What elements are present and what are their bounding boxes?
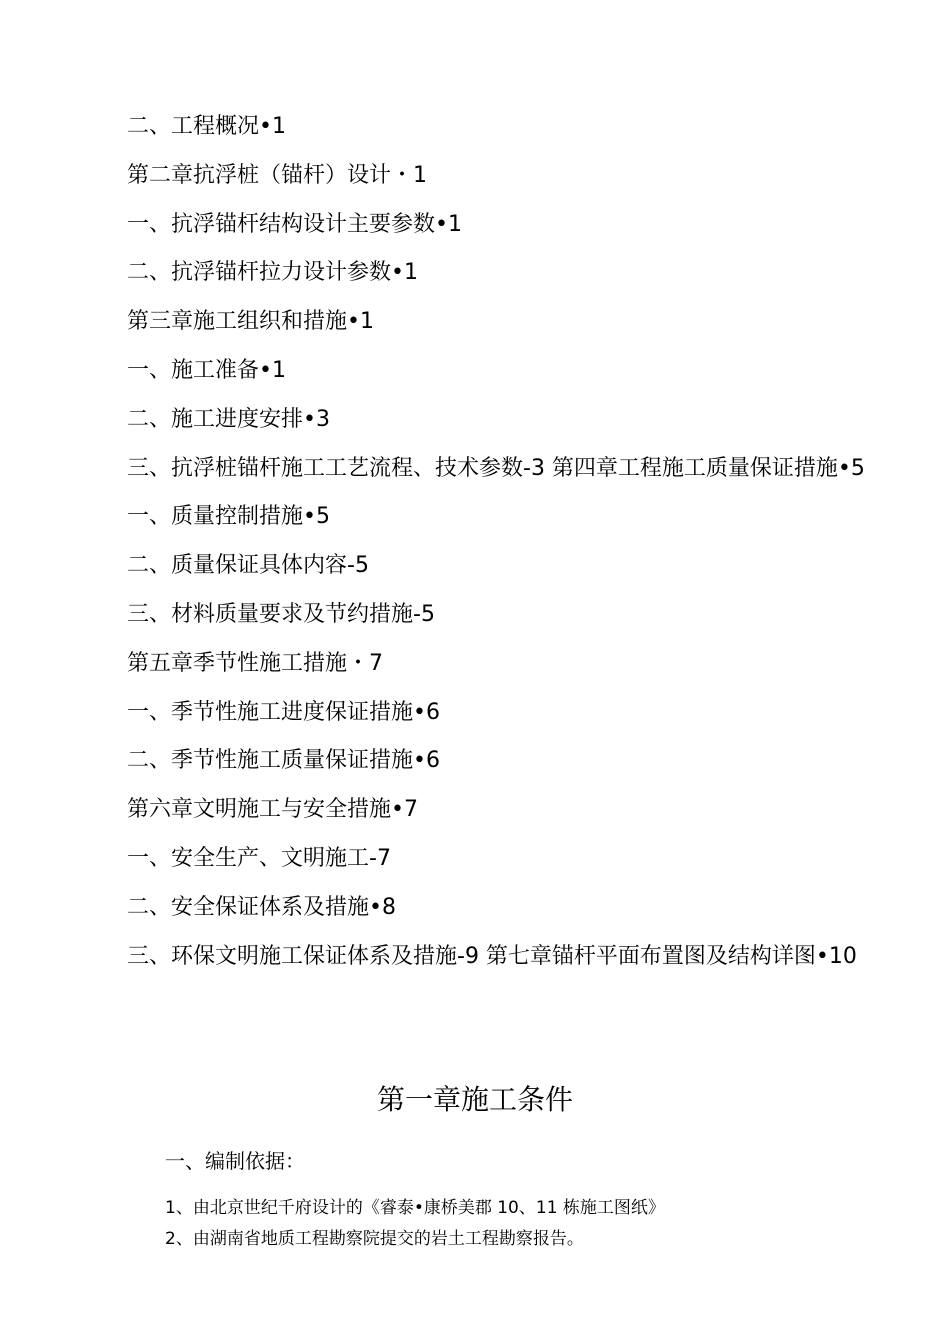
toc-entry: 一、质量控制措施•5 (127, 504, 330, 530)
toc-entry: 第三章施工组织和措施•1 (127, 309, 374, 335)
toc-entry: 第五章季节性施工措施・7 (127, 650, 383, 676)
toc-entry: 三、抗浮桩锚杆施工工艺流程、技术参数-3 第四章工程施工质量保证措施•5 (127, 455, 865, 481)
toc-entry: 三、环保文明施工保证体系及措施-9 第七章锚杆平面布置图及结构详图•10 (127, 943, 857, 969)
toc-entry: 三、材料质量要求及节约措施-5 (127, 601, 435, 627)
toc-entry: 一、安全生产、文明施工-7 (127, 845, 391, 871)
toc-entry: 第二章抗浮桩（锚杆）设计・1 (127, 162, 427, 188)
toc-entry: 二、安全保证体系及措施•8 (127, 894, 396, 920)
toc-entry: 二、季节性施工质量保证措施•6 (127, 748, 440, 774)
basis-item: 1、由北京世纪千府设计的《睿泰•康桥美郡 10、11 栋施工图纸》 (165, 1198, 665, 1218)
chapter-title: 第一章施工条件 (376, 1083, 573, 1116)
table-of-contents (127, 103, 867, 981)
toc-entry: 二、抗浮锚杆拉力设计参数•1 (127, 260, 418, 286)
toc-entry: 一、季节性施工进度保证措施•6 (127, 699, 440, 725)
toc-entry: 二、工程概况•1 (127, 114, 286, 139)
toc-entry: 一、抗浮锚杆结构设计主要参数•1 (127, 211, 462, 237)
section-heading: 一、编制依据： (165, 1149, 305, 1173)
basis-item: 2、由湖南省地质工程勘察院提交的岩土工程勘察报告。 (165, 1229, 584, 1249)
toc-entry: 一、施工准备•1 (127, 357, 286, 383)
toc-entry: 第六章文明施工与安全措施•7 (127, 797, 418, 823)
toc-entry: 二、施工进度安排•3 (127, 406, 330, 432)
toc-entry: 二、质量保证具体内容-5 (127, 553, 369, 579)
basis-list (165, 1193, 665, 1255)
